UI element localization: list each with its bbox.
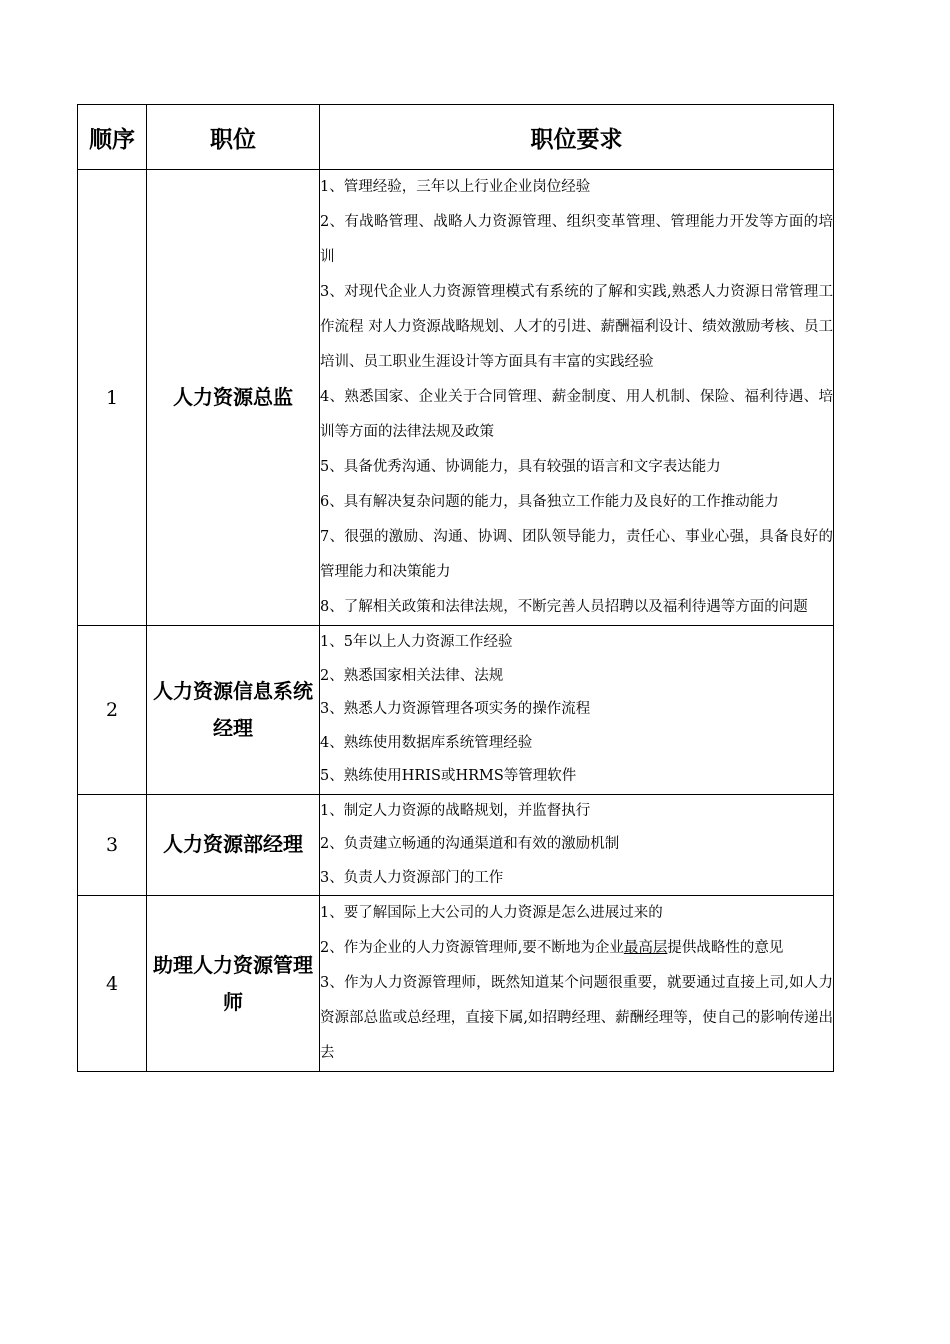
row-order: 4 — [78, 896, 147, 1072]
requirement-item: 3、对现代企业人力资源管理模式有系统的了解和实践,熟悉人力资源日常管理工作流程 对人力资源战略规划、人才的引进、薪酬福利设计、绩效激励考核、员工培训、员工职业生涯设计等方面具有丰富的实践经验 — [320, 284, 833, 370]
requirement-item: 4、熟悉国家、企业关于合同管理、薪金制度、用人机制、保险、福利待遇、培训等方面的法律法规及政策 — [320, 389, 833, 440]
header-row — [78, 105, 834, 170]
table-row — [78, 170, 834, 626]
underlined-term: 最高层 — [623, 940, 668, 956]
row-order: 1 — [78, 170, 147, 626]
requirement-text: 提供战略性的意见 — [667, 940, 784, 956]
requirement-item: 6、具有解决复杂问题的能力，具备独立工作能力及良好的工作推动能力 — [320, 494, 779, 510]
row-position: 人力资源总监 — [147, 170, 320, 626]
requirement-item: 5、具备优秀沟通、协调能力，具有较强的语言和文字表达能力 — [320, 459, 721, 475]
header-position: 职位 — [147, 105, 320, 170]
table-row — [78, 896, 834, 1072]
table-row — [78, 794, 834, 896]
requirement-item: 5、熟练使用HRIS或HRMS等管理软件 — [320, 768, 577, 784]
requirement-item: 2、熟悉国家相关法律、法规 — [320, 667, 504, 684]
table-row — [78, 626, 834, 795]
requirement-item: 1、管理经验，三年以上行业企业岗位经验 — [320, 179, 591, 195]
row-position: 人力资源信息系统经理 — [147, 626, 320, 795]
requirement-item — [320, 931, 833, 966]
row-position: 助理人力资源管理师 — [147, 896, 320, 1072]
header-requirements: 职位要求 — [320, 105, 834, 170]
requirement-item: 4、熟练使用数据库系统管理经验 — [320, 734, 533, 751]
row-position: 人力资源部经理 — [147, 794, 320, 896]
requirement-item: 1、要了解国际上大公司的人力资源是怎么进展过来的 — [320, 905, 663, 921]
requirement-item: 1、制定人力资源的战略规划，并监督执行 — [320, 802, 591, 819]
requirement-item: 7、很强的激励、沟通、协调、团队领导能力，责任心、事业心强，具备良好的管理能力和决策能力 — [320, 529, 833, 580]
requirement-item: 3、负责人力资源部门的工作 — [320, 869, 504, 886]
requirement-item: 3、作为人力资源管理师，既然知道某个问题很重要，就要通过直接上司,如人力资源部总监或总经理，直接下属,如招聘经理、薪酬经理等，使自己的影响传递出去 — [320, 975, 833, 1061]
requirement-item: 1、5年以上人力资源工作经验 — [320, 634, 513, 650]
row-requirements — [320, 626, 834, 795]
header-order: 顺序 — [78, 105, 147, 170]
requirement-item: 2、负责建立畅通的沟通渠道和有效的激励机制 — [320, 836, 620, 852]
requirement-item: 3、熟悉人力资源管理各项实务的操作流程 — [320, 701, 591, 717]
row-order: 2 — [78, 626, 147, 795]
requirement-item: 8、了解相关政策和法律法规，不断完善人员招聘以及福利待遇等方面的问题 — [320, 599, 808, 615]
row-order: 3 — [78, 794, 147, 896]
row-requirements — [320, 170, 834, 626]
requirement-item: 2、有战略管理、战略人力资源管理、组织变革管理、管理能力开发等方面的培训 — [320, 214, 833, 265]
row-requirements — [320, 896, 834, 1072]
row-requirements — [320, 794, 834, 896]
requirement-text: 2、作为企业的人力资源管理师,要不断地为企业 — [320, 940, 624, 956]
job-requirements-table — [77, 104, 834, 1072]
